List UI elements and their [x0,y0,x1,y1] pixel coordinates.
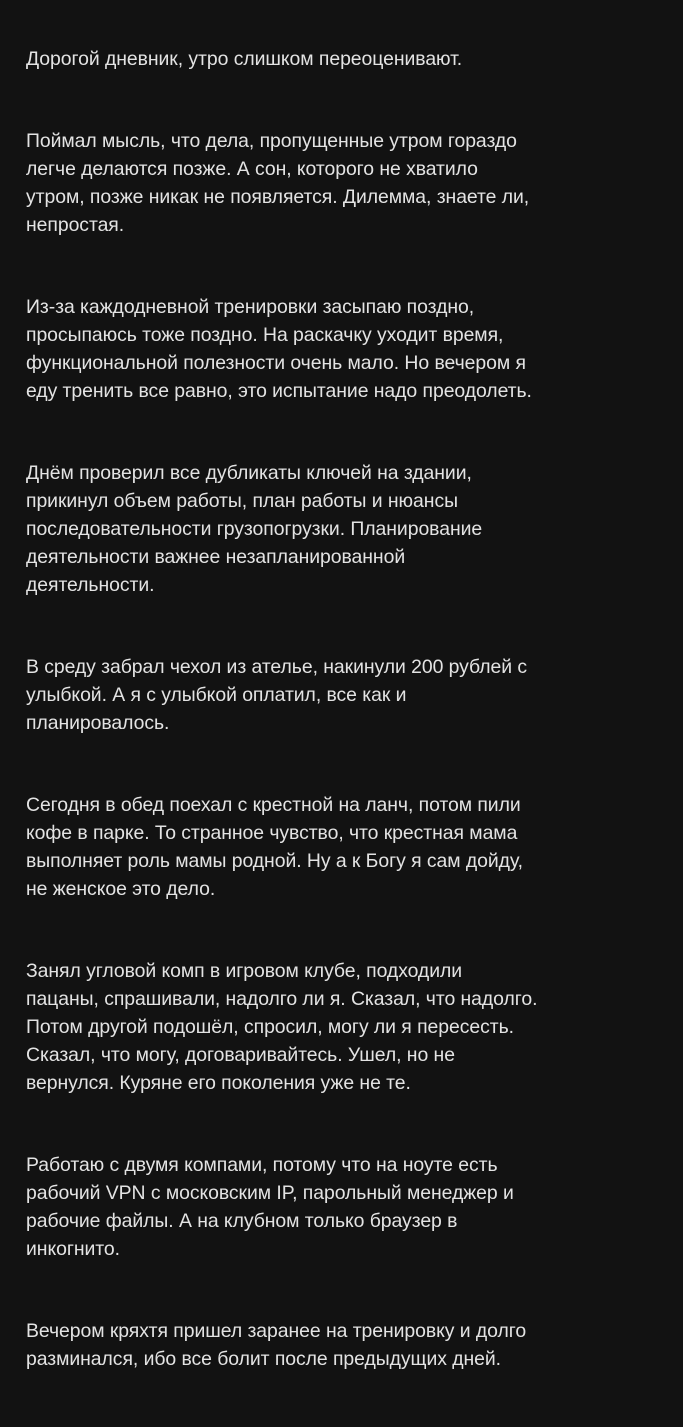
paragraph-1: Дорогой дневник, утро слишком переоценивают. [26,48,463,70]
paragraph-5: В среду забрал чехол из ателье, накинули 200 рублей с улыбкой. А я с улыбкой оплатил, все как и планировалось. [26,656,527,734]
paragraph-6: Сегодня в обед поехал с крестной на ланч, потом пили кофе в парке. То странное чувство, что крестная мама выполняет роль мамы родной. Ну а к Богу я сам дойду, не женское это дело. [26,794,523,900]
paragraph-3: Из-за каждодневной тренировки засыпаю поздно, просыпаюсь тоже поздно. На раскачку уходит время, функциональной полезности очень мало. Но вечером я еду тренить все равно, это испытание надо преодолеть. [26,296,532,402]
paragraph-4: Днём проверил все дубликаты ключей на здании, прикинул объем работы, план работы и нюансы последовательности грузопогрузки. Планирование деятельности важнее незапланированной деятельности. [26,462,483,596]
paragraph-7: Занял угловой комп в игровом клубе, подходили пацаны, спрашивали, надолго ли я. Сказал, что надолго. Потом другой подошёл, спросил, могу ли я пересесть. Сказал, что могу, договаривайтесь. Ушел, но не вернулся. Куряне его поколения уже не те. [26,960,538,1094]
paragraph-9: Вечером кряхтя пришел заранее на тренировку и долго разминался, ибо все болит после предыдущих дней. [26,1320,527,1370]
paragraph-2: Поймал мысль, что дела, пропущенные утром гораздо легче делаются позже. А сон, которого не хватило утром, позже никак не появляется. Дилемма, знаете ли, непростая. [26,130,530,236]
paragraph-8: Работаю с двумя компами, потому что на ноуте есть рабочий VPN с московским IP, парольный менеджер и рабочие файлы. А на клубном только браузер в инкогнито. [26,1154,514,1260]
